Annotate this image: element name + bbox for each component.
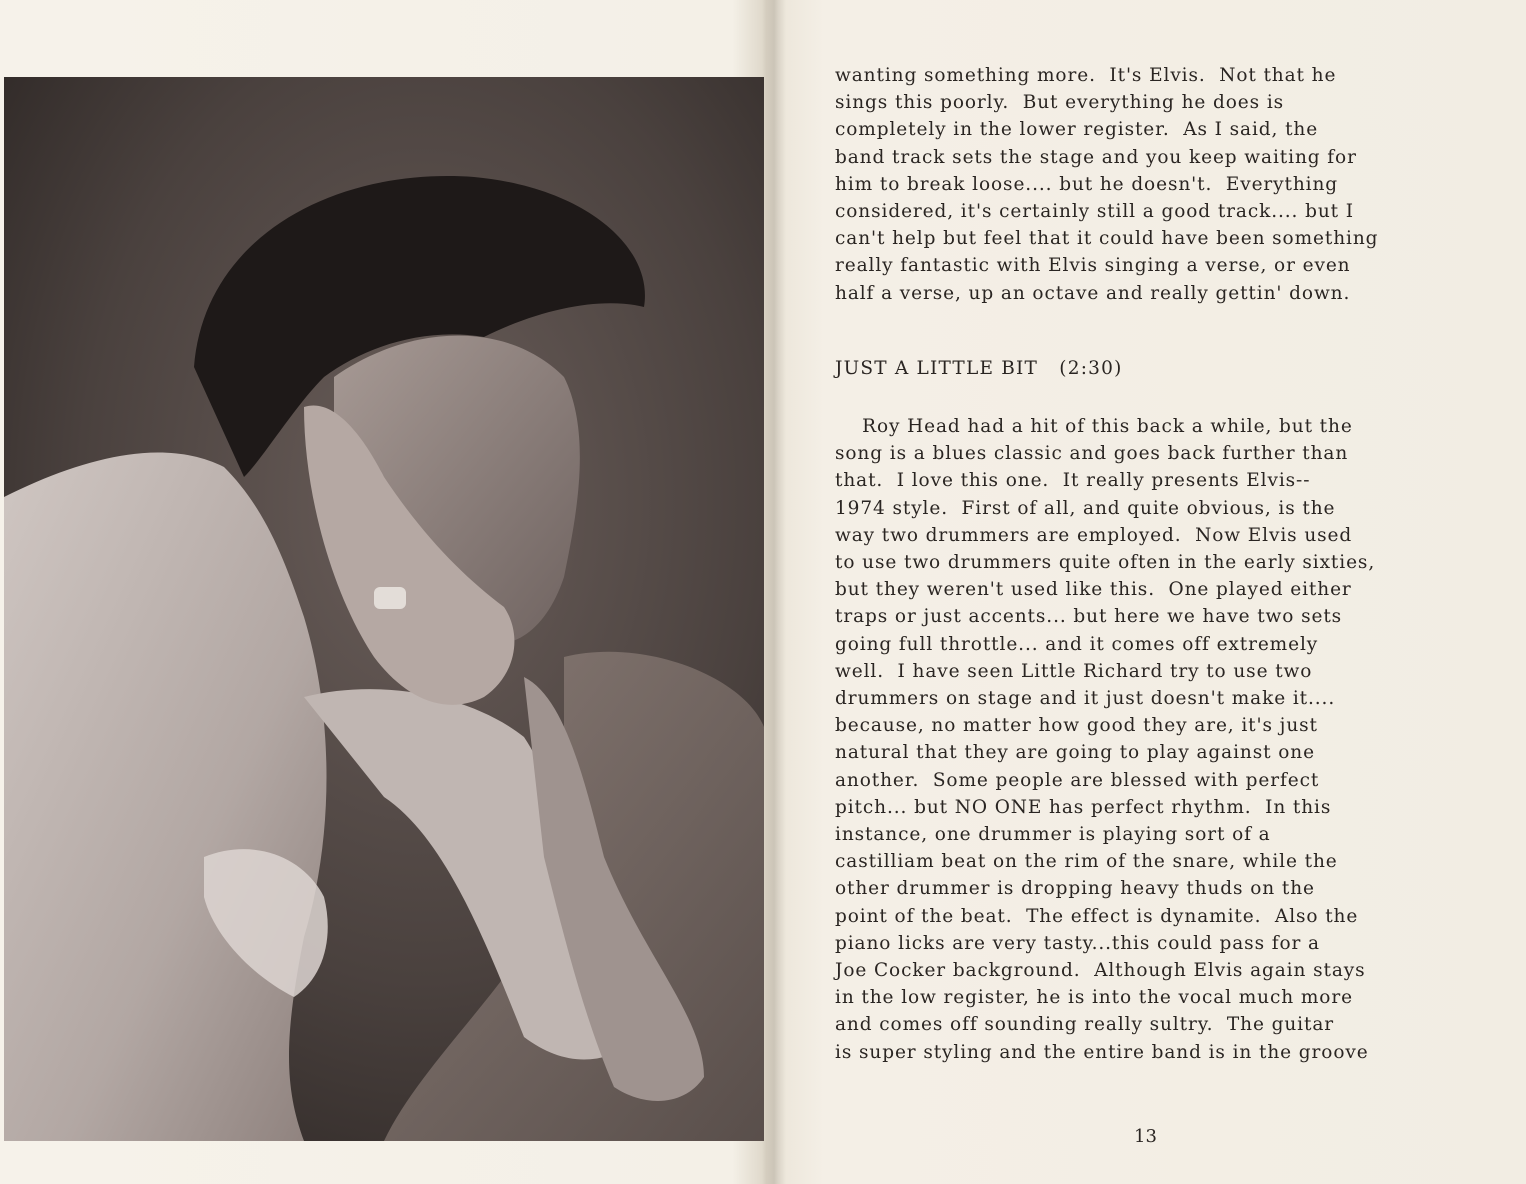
paragraph-2-line: pitch... but NO ONE has perfect rhythm. In this bbox=[835, 796, 1332, 818]
paragraph-1-line: wanting something more. It's Elvis. Not that he bbox=[835, 65, 1337, 86]
paragraph-1-line: really fantastic with Elvis singing a verse, or even bbox=[835, 255, 1351, 277]
paragraph-2-line: but they weren't used like this. One played either bbox=[835, 579, 1352, 601]
paragraph-2-line: piano licks are very tasty...this could pass for a bbox=[835, 932, 1320, 954]
paragraph-1-line: him to break loose.... but he doesn't. Everything bbox=[835, 173, 1339, 195]
paragraph-2-line: is super styling and the entire band is in the groove bbox=[835, 1041, 1369, 1063]
paragraph-2-line: castilliam beat on the rim of the snare, while the bbox=[835, 851, 1338, 873]
paragraph-1-line: considered, it's certainly still a good track.... but I bbox=[835, 201, 1354, 223]
paragraph-2-line: way two drummers are employed. Now Elvis used bbox=[835, 524, 1353, 546]
paragraph-2-line: song is a blues classic and goes back further than bbox=[835, 443, 1349, 465]
paragraph-1 bbox=[835, 62, 1475, 307]
paragraph-2-line: Joe Cocker background. Although Elvis again stays bbox=[835, 960, 1366, 982]
paragraph-2-line: drummers on stage and it just doesn't make it.... bbox=[835, 688, 1336, 710]
paragraph-2-line: another. Some people are blessed with perfect bbox=[835, 769, 1320, 791]
paragraph-1-line: sings this poorly. But everything he does is bbox=[835, 92, 1285, 114]
paragraph-2 bbox=[835, 413, 1375, 1066]
paragraph-2-line: because, no matter how good they are, it's just bbox=[835, 715, 1318, 737]
paragraph-2-line: and comes off sounding really sultry. The guitar bbox=[835, 1014, 1334, 1036]
paragraph-2-line: that. I love this one. It really presents Elvis-- bbox=[835, 470, 1311, 492]
paragraph-1-line: can't help but feel that it could have been something bbox=[835, 228, 1379, 250]
paragraph-2-line: natural that they are going to play against one bbox=[835, 742, 1315, 764]
paragraph-2-line: 1974 style. First of all, and quite obvious, is the bbox=[835, 497, 1336, 519]
paragraph-1-line: band track sets the stage and you keep waiting for bbox=[835, 146, 1357, 168]
paragraph-1-line: half a verse, up an octave and really gettin' down. bbox=[835, 282, 1351, 304]
paragraph-2-line: well. I have seen Little Richard try to use two bbox=[835, 660, 1313, 682]
paragraph-2-line: traps or just accents... but here we have two sets bbox=[835, 606, 1343, 628]
paragraph-2-line: point of the beat. The effect is dynamite. Also the bbox=[835, 905, 1359, 927]
portrait-photo bbox=[4, 77, 764, 1141]
paragraph-2-line: instance, one drummer is playing sort of a bbox=[835, 824, 1271, 846]
page-number: 13 bbox=[1134, 1126, 1157, 1147]
song-heading: JUST A LITTLE BIT (2:30) bbox=[835, 358, 1123, 379]
portrait-photo-icon bbox=[4, 77, 764, 1141]
paragraph-2-line: in the low register, he is into the vocal much more bbox=[835, 987, 1353, 1009]
paragraph-2-line: Roy Head had a hit of this back a while, but the bbox=[835, 416, 1353, 437]
paragraph-2-line: to use two drummers quite often in the early sixties, bbox=[835, 552, 1376, 574]
paragraph-2-line: going full throttle... and it comes off extremely bbox=[835, 633, 1319, 655]
paragraph-1-line: completely in the lower register. As I said, the bbox=[835, 119, 1319, 141]
paragraph-2-line: other drummer is dropping heavy thuds on the bbox=[835, 878, 1315, 900]
